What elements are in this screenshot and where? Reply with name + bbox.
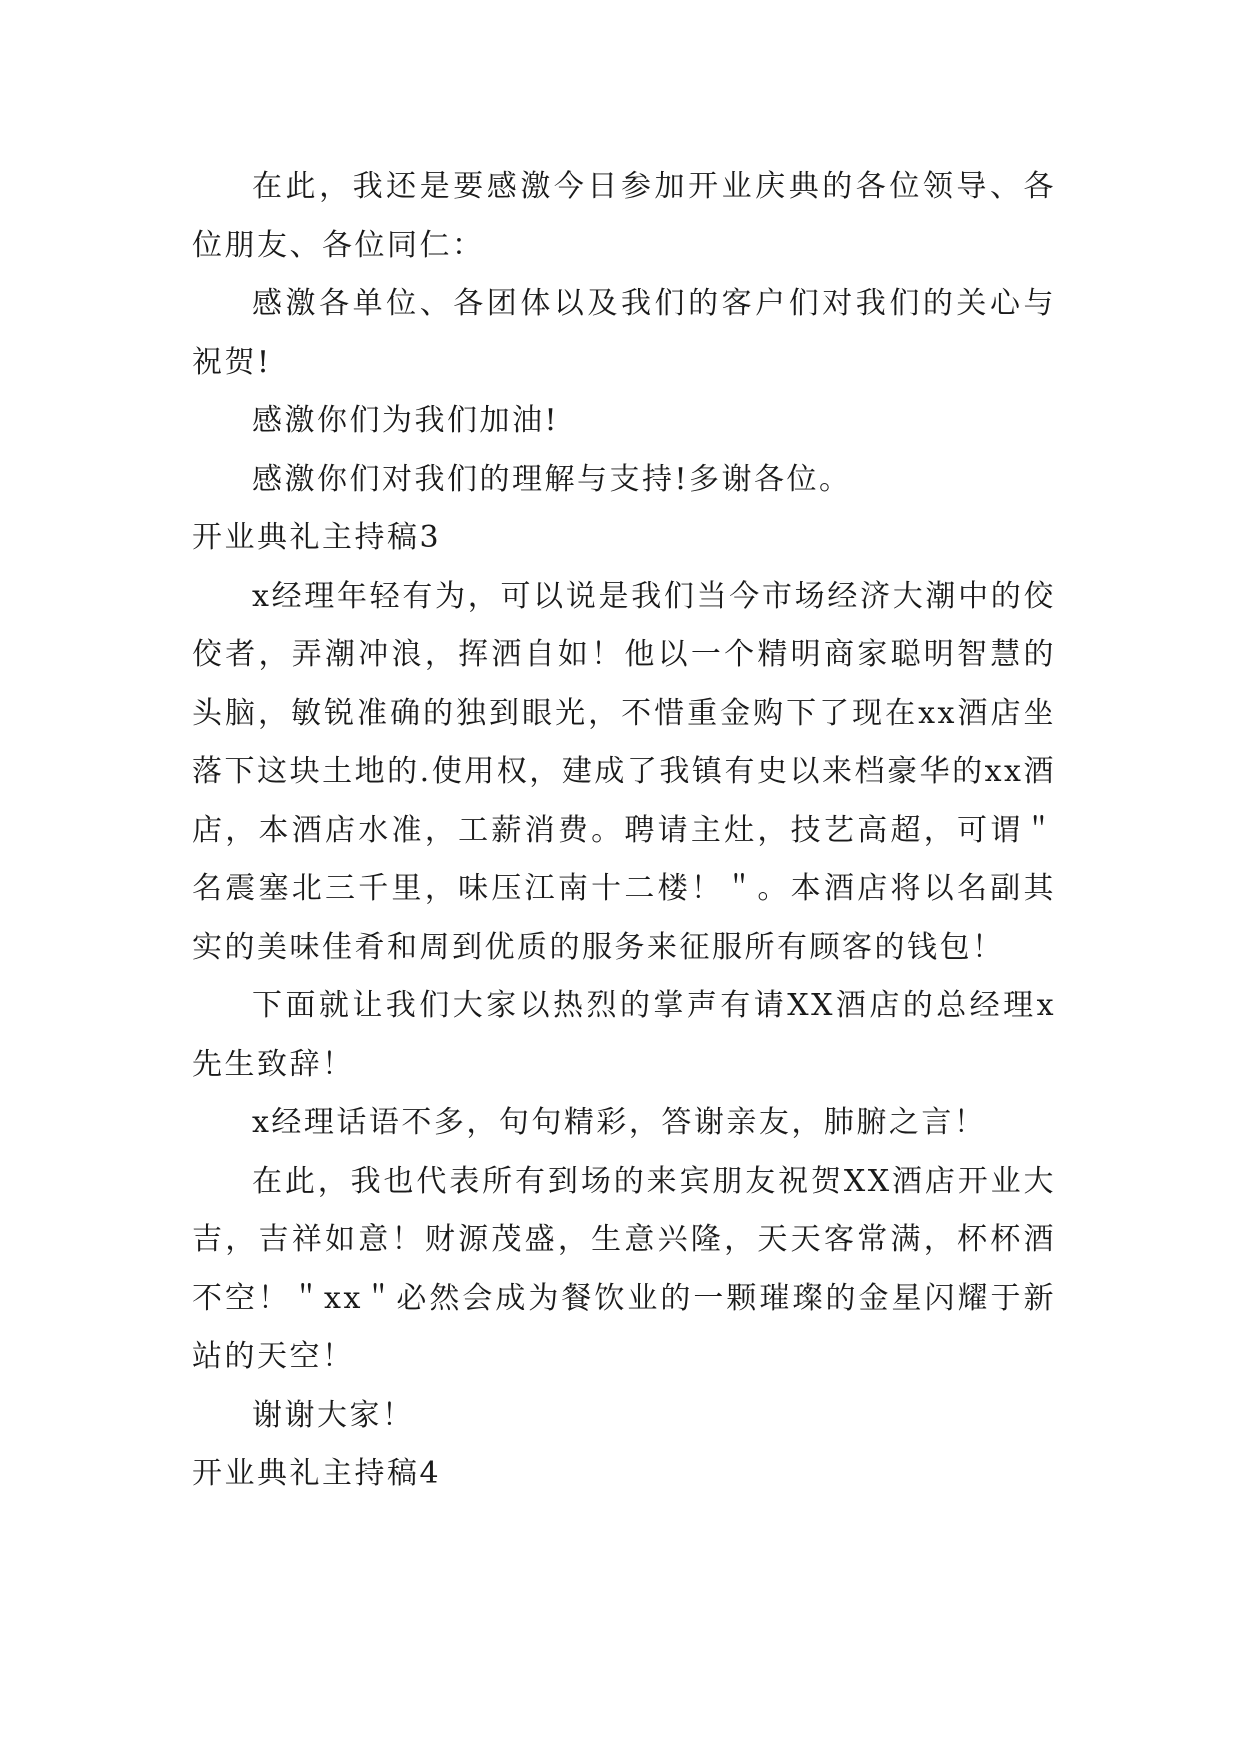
paragraph-manager-intro: x经理年轻有为，可以说是我们当今市场经济大潮中的佼佼者，弄潮冲浪，挥洒自如！他以一个精明商家聪明智慧的头脑，敏锐准确的独到眼光，不惜重金购下了现在xx酒店坐落下这块土地的.使用权，建成了我镇有史以来档豪华的xx酒店，本酒店水准，工薪消费。聘请主灶，技艺高超，可谓＂名震塞北三千里，味压江南十二楼！＂。本酒店将以名副其实的美味佳肴和周到优质的服务来征服所有顾客的钱包！ xyxy=(192,578,1056,965)
paragraph-invite-speech: 下面就让我们大家以热烈的掌声有请XX酒店的总经理x先生致辞！ xyxy=(192,988,1056,1082)
paragraph-thanks-intro: 在此，我还是要感激今日参加开业庆典的各位领导、各位朋友、各位同仁： xyxy=(192,169,1056,263)
section-heading-4: 开业典礼主持稿4 xyxy=(192,1456,442,1491)
paragraph-thanks-units: 感激各单位、各团体以及我们的客户们对我们的关心与祝贺! xyxy=(192,286,1056,380)
paragraph-thanks-cheer: 感激你们为我们加油! xyxy=(252,403,560,438)
paragraph-congratulations: 在此，我也代表所有到场的来宾朋友祝贺XX酒店开业大吉，吉祥如意！财源茂盛，生意兴隆，天天客常满，杯杯酒不空！＂xx＂必然会成为餐饮业的一颗璀璨的金星闪耀于新站的天空！ xyxy=(192,1163,1056,1374)
paragraph-speech-comment: x经理话语不多，句句精彩，答谢亲友，肺腑之言！ xyxy=(252,1105,987,1140)
paragraph-thanks-support: 感激你们对我们的理解与支持!多谢各位。 xyxy=(252,461,852,497)
section-heading-3: 开业典礼主持稿3 xyxy=(192,520,442,555)
document-body xyxy=(192,158,1056,1504)
paragraph-thank-you: 谢谢大家！ xyxy=(252,1397,415,1433)
